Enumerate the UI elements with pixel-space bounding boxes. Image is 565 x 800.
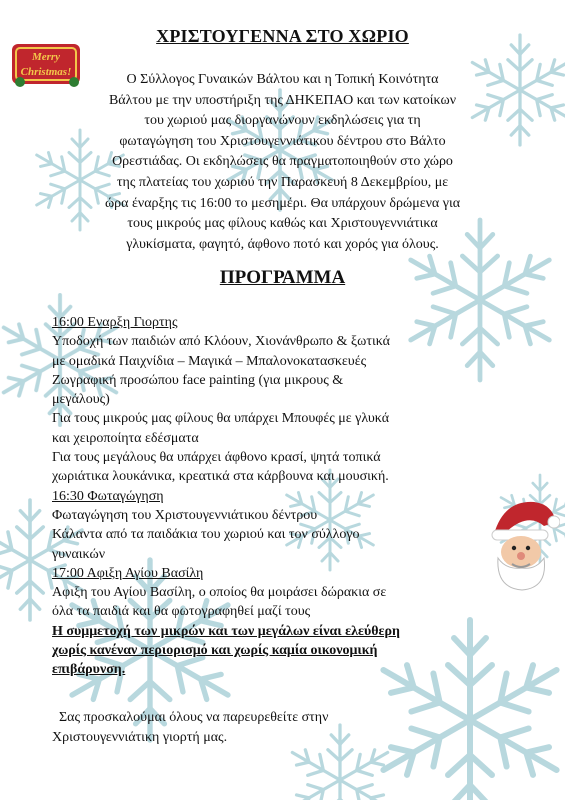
program-time-heading: 16:30 Φωταγώγηση — [52, 488, 164, 504]
program-time-heading: 17:00 Αφιξη Αγίου Βασίλη — [52, 565, 204, 581]
program-line: Αφιξη του Αγίου Βασίλη, ο οποίος θα μοιράσει δώρακια σε — [52, 585, 387, 601]
program-line: Ζωγραφική προσώπου face painting (για μικρους & — [52, 372, 344, 388]
program-list — [52, 313, 482, 680]
program-heading: ΠΡΟΓΡΑΜΜΑ — [219, 267, 346, 288]
program-line: χωριάτικα λουκάνικα, κρεατικά στα κάρβουνα και μουσική. — [52, 469, 389, 485]
closing-line: Χριστουγεννιάτικη γιορτή μας. — [52, 729, 228, 745]
intro-line: Βάλτου με την υποστήριξη της ΔΗΚΕΠΑΟ και των κατοίκων — [108, 92, 457, 108]
participation-note: χωρίς κανέναν περιορισμό και χωρίς καμία οικονομική — [52, 643, 378, 659]
program-time-heading: 16:00 Εναρξη Γιορτης — [52, 315, 178, 330]
program-line: με ομαδικά Παιχνίδια – Μαγικά – Μπαλονοκατασκευές — [52, 353, 367, 369]
svg-text:Christmas!: Christmas! — [20, 66, 72, 78]
program-line: Φωταγώγηση του Χριστουγεννιάτικου δέντρου — [52, 507, 318, 523]
program-line: μεγάλους) — [52, 392, 110, 408]
closing-line: Σας προσκαλούμαι όλους να παρευρεθείτε στην — [52, 710, 329, 725]
intro-line: γλυκίσματα, φαγητό, άφθονο ποτό και χορός για όλους. — [126, 236, 439, 252]
program-line: Κάλαντα από τα παιδάκια του χωριού και τον σύλλογο — [52, 527, 360, 543]
intro-line: Ορεστιάδας. Οι εκδηλώσεις θα πραγματοποιηθούν στο χώρο — [112, 154, 453, 170]
participation-note: Η συμμετοχή των μικρών και των μεγάλων είναι ελεύθερη — [52, 623, 400, 639]
program-line: γυναικών — [52, 546, 106, 562]
program-line: Για τους μεγάλους θα υπάρχει άφθονο κρασί, ψητά τοπικά — [52, 450, 381, 466]
program-line: και χειροποίητα εδέσματα — [52, 430, 199, 446]
intro-line: Ο Σύλλογος Γυναικών Βάλτου και η Τοπική Κοινότητα — [126, 72, 439, 87]
intro-line: ώρα έναρξης τις 16:00 το μεσημέρι. Θα υπάρχουν δρώμενα για — [104, 195, 461, 211]
intro-paragraph — [70, 70, 495, 255]
participation-note: επιβάρυνση. — [52, 662, 126, 678]
intro-line: της πλατείας του χωριού την Παρασκευή 8 Δεκεμβρίου, με — [116, 174, 449, 190]
intro-line: του χωριού μας διοργανώνουν εκδηλώσεις για τη — [144, 113, 421, 129]
program-line: Για τους μικρούς μας φίλους θα υπάρχει Μπουφές με γλυκά — [52, 411, 390, 427]
intro-line: τους μικρούς μας φίλους καθώς και Χριστουγεννιάτικα — [127, 216, 438, 232]
svg-text:Merry: Merry — [31, 51, 61, 63]
closing-invitation — [52, 708, 482, 747]
program-line: Υποδοχή των παιδιών από Κλόουν, Χιονάνθρωπο & ξωτικά — [52, 334, 390, 350]
santa-face-icon — [484, 496, 560, 592]
intro-line: φωταγώγηση του Χριστουγεννιάτικου δέντρου στο Βάλτο — [119, 133, 446, 149]
page-title: ΧΡΙΣΤΟΥΓΕΝΝΑ ΣΤΟ ΧΩΡΙΟ — [156, 26, 409, 46]
program-line: όλα τα παιδιά και θα φωτογραφηθεί μαζί τους — [52, 604, 311, 620]
